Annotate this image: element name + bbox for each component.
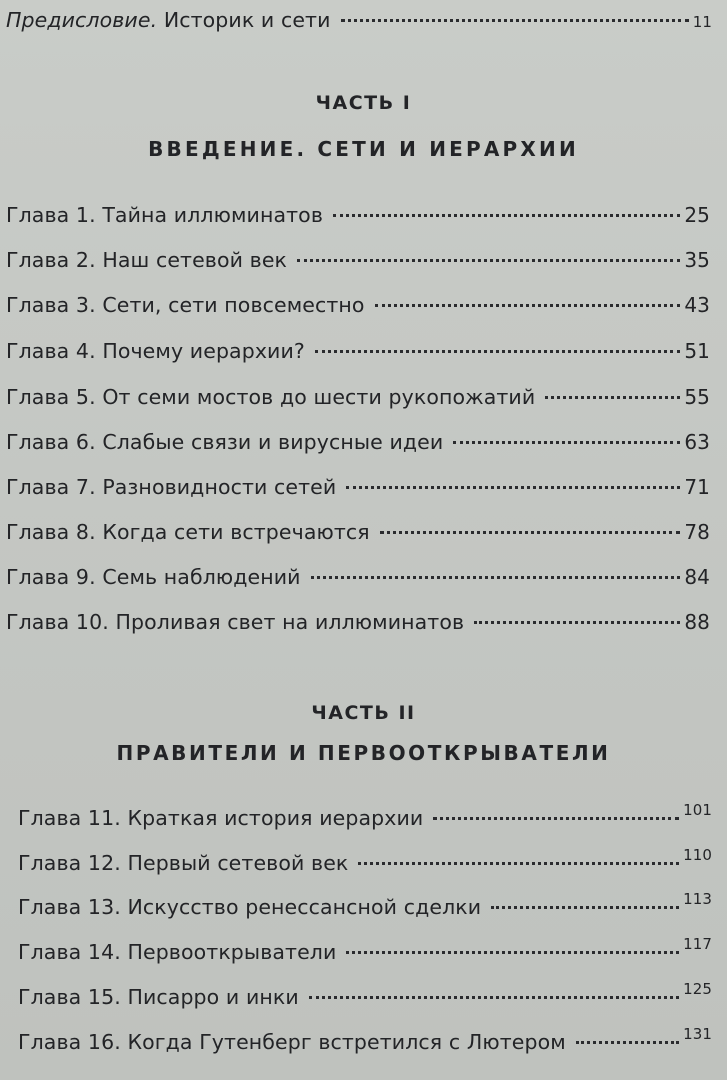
part-label: ЧАСТЬ II xyxy=(311,702,416,724)
chapter-number: Глава 12. xyxy=(18,851,121,875)
part-title: ПРАВИТЕЛИ И ПЕРВООТКРЫВАТЕЛИ xyxy=(116,741,611,765)
toc-entry xyxy=(6,293,710,317)
chapter-title: Разновидности сетей xyxy=(102,475,337,499)
chapter-number: Глава 10. xyxy=(6,610,109,634)
page-number: 101 xyxy=(683,801,712,819)
chapter-title: От семи мостов до шести рукопожатий xyxy=(102,385,536,409)
page-number: 55 xyxy=(684,385,710,409)
chapter-title: Первооткрыватели xyxy=(127,940,337,964)
dot-leader xyxy=(341,19,689,22)
chapter-number: Глава 9. xyxy=(6,565,96,589)
toc-entry xyxy=(18,935,712,964)
dot-leader xyxy=(358,862,679,865)
toc-entry xyxy=(6,520,710,544)
dot-leader xyxy=(474,621,680,624)
chapter-title: Первый сетевой век xyxy=(127,851,349,875)
chapter-number: Глава 3. xyxy=(6,293,96,317)
page-number: 11 xyxy=(692,13,712,31)
toc-entry xyxy=(6,385,710,409)
toc-entry-preface xyxy=(6,8,712,32)
chapter-title: Краткая история иерархии xyxy=(127,806,424,830)
dot-leader xyxy=(433,817,679,820)
dot-leader xyxy=(309,996,679,999)
part-label: ЧАСТЬ I xyxy=(315,92,412,114)
toc-entry xyxy=(18,890,712,919)
chapter-title: Когда сети встречаются xyxy=(102,520,370,544)
toc-entry xyxy=(6,248,710,272)
chapter-title: Наш сетевой век xyxy=(102,248,288,272)
page-number: 88 xyxy=(684,610,710,634)
page-number: 51 xyxy=(684,339,710,363)
dot-leader xyxy=(346,951,679,954)
preface-title: Историк и сети xyxy=(163,8,331,32)
preface-label: Предисловие. xyxy=(6,8,158,32)
page-number: 131 xyxy=(683,1025,712,1043)
chapter-title: Почему иерархии? xyxy=(102,339,305,363)
page-number: 78 xyxy=(684,520,710,544)
dot-leader xyxy=(380,531,681,534)
chapter-number: Глава 8. xyxy=(6,520,96,544)
chapter-number: Глава 11. xyxy=(18,806,121,830)
dot-leader xyxy=(333,214,680,217)
chapter-number: Глава 13. xyxy=(18,895,121,919)
chapter-title: Когда Гутенберг встретился с Лютером xyxy=(127,1030,566,1054)
toc-entry xyxy=(6,475,710,499)
chapter-number: Глава 16. xyxy=(18,1030,121,1054)
toc-entry xyxy=(6,565,710,589)
toc-entry xyxy=(18,801,712,830)
page-number: 63 xyxy=(684,430,710,454)
page-number: 125 xyxy=(683,980,712,998)
dot-leader xyxy=(311,576,681,579)
chapter-number: Глава 7. xyxy=(6,475,96,499)
chapter-title: Искусство ренессансной сделки xyxy=(127,895,482,919)
chapter-title: Семь наблюдений xyxy=(102,565,301,589)
dot-leader xyxy=(576,1041,679,1044)
page-number: 110 xyxy=(683,846,712,864)
chapter-title: Сети, сети повсеместно xyxy=(102,293,365,317)
chapter-number: Глава 2. xyxy=(6,248,96,272)
dot-leader xyxy=(545,396,680,399)
toc-entry xyxy=(18,1025,712,1054)
chapter-title: Тайна иллюминатов xyxy=(102,203,324,227)
page-number: 117 xyxy=(683,935,712,953)
chapter-title: Писарро и инки xyxy=(127,985,299,1009)
chapter-number: Глава 5. xyxy=(6,385,96,409)
dot-leader xyxy=(453,441,680,444)
toc-entry xyxy=(6,430,710,454)
chapter-number: Глава 15. xyxy=(18,985,121,1009)
page-number: 25 xyxy=(684,203,710,227)
page-number: 35 xyxy=(684,248,710,272)
dot-leader xyxy=(346,486,680,489)
dot-leader xyxy=(297,259,680,262)
preface-label-group xyxy=(6,8,331,32)
chapter-title: Проливая свет на иллюминатов xyxy=(115,610,465,634)
page-number: 84 xyxy=(684,565,710,589)
chapter-number: Глава 14. xyxy=(18,940,121,964)
part-title: ВВЕДЕНИЕ. СЕТИ И ИЕРАРХИИ xyxy=(148,137,579,161)
toc-entry xyxy=(6,339,710,363)
toc-entry xyxy=(18,846,712,875)
chapter-number: Глава 1. xyxy=(6,203,96,227)
dot-leader xyxy=(375,304,681,307)
page-number: 43 xyxy=(684,293,710,317)
chapter-number: Глава 4. xyxy=(6,339,96,363)
page-number: 71 xyxy=(684,475,710,499)
toc-entry xyxy=(6,610,710,634)
dot-leader xyxy=(315,350,680,353)
chapter-title: Слабые связи и вирусные идеи xyxy=(102,430,444,454)
page-number: 113 xyxy=(683,890,712,908)
toc-entry xyxy=(6,203,710,227)
dot-leader xyxy=(491,906,679,909)
chapter-number: Глава 6. xyxy=(6,430,96,454)
toc-entry xyxy=(18,980,712,1009)
